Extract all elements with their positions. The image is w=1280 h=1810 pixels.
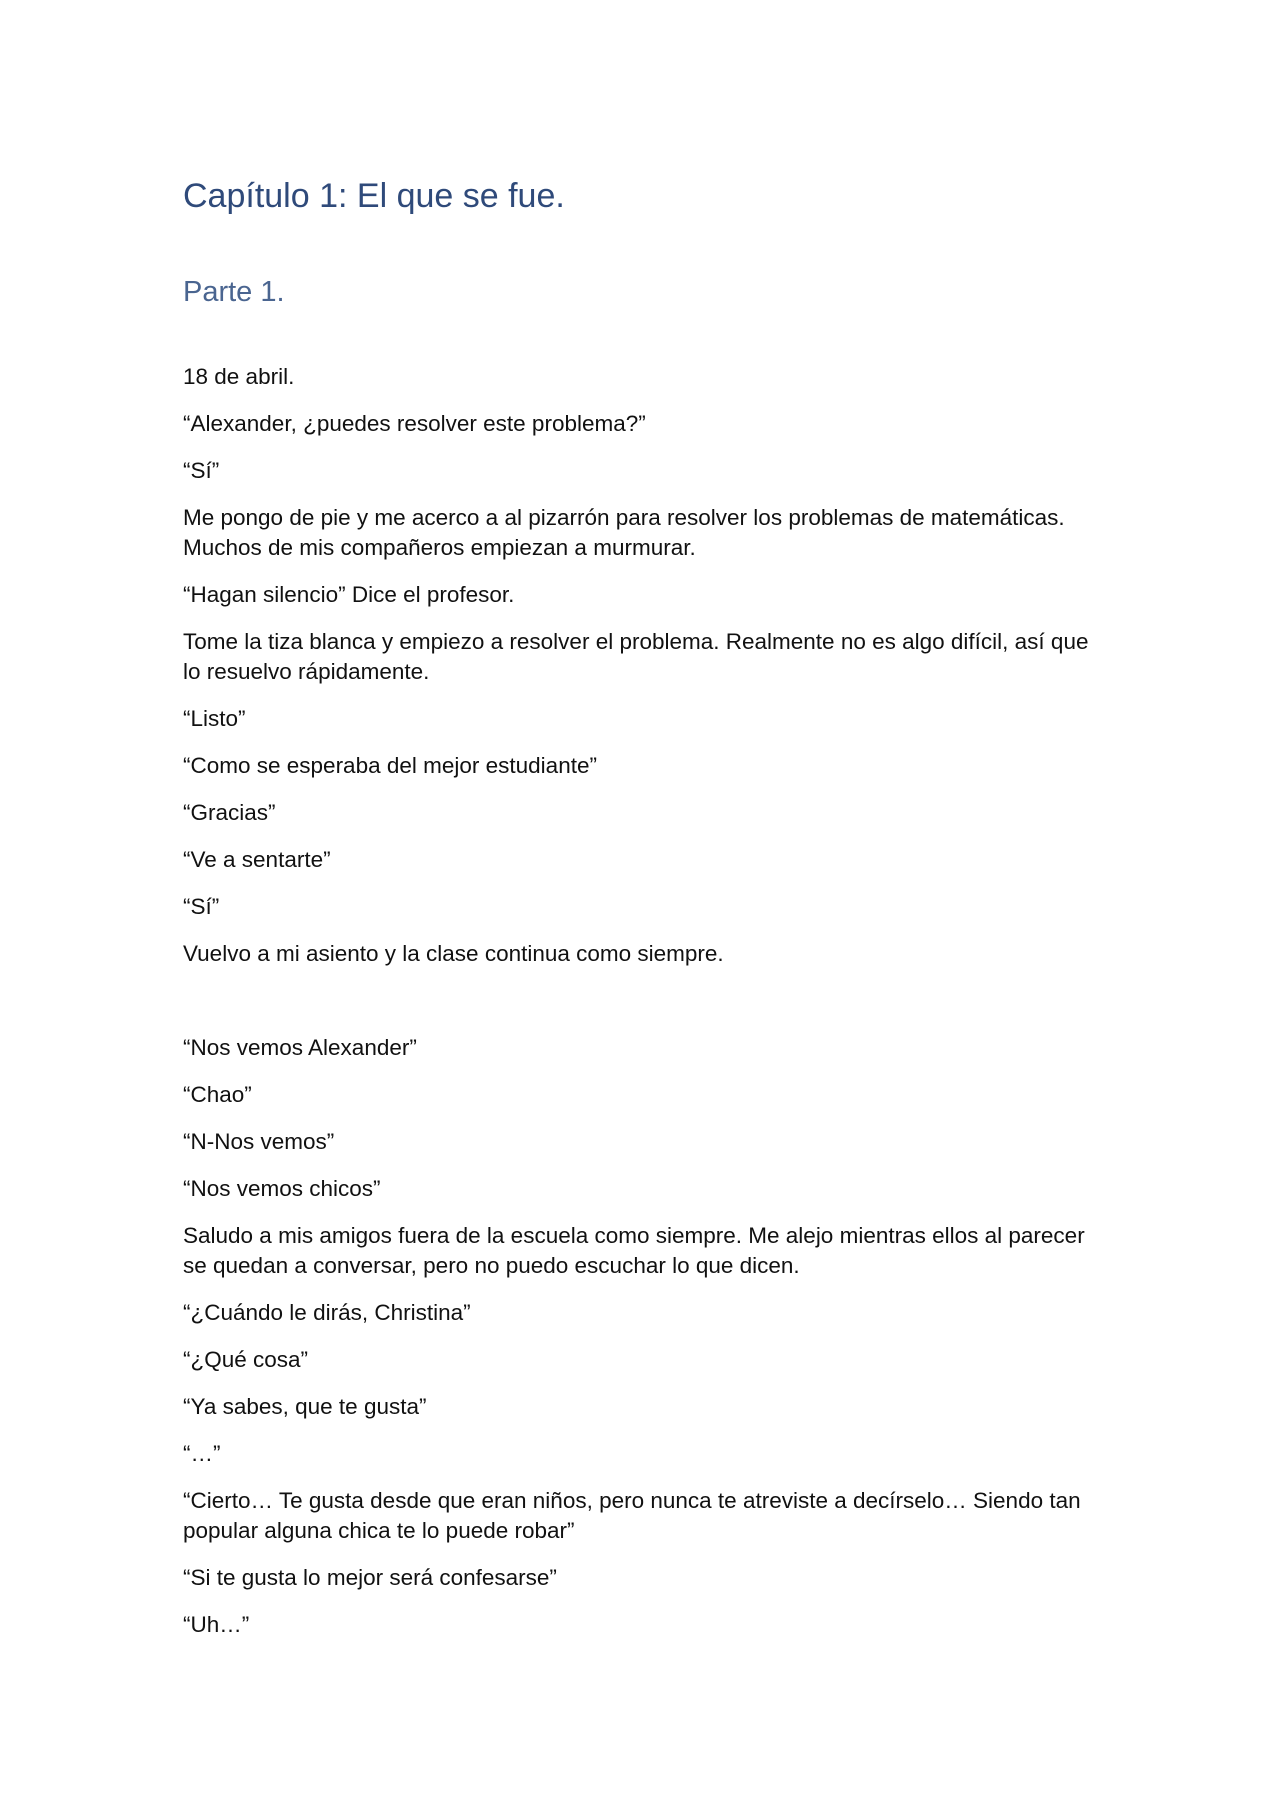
paragraph: “Como se esperaba del mejor estudiante” [183,753,597,778]
chapter-title: Capítulo 1: El que se fue. [183,177,565,215]
paragraph: “Nos vemos Alexander” [183,1035,417,1060]
paragraph: Tome la tiza blanca y empiezo a resolver el problema. Realmente no es algo difícil, así que lo resuelvo rápidamente. [183,629,1089,684]
paragraph: “Sí” [183,458,220,483]
paragraph: “Gracias” [183,800,276,825]
paragraph: “¿Qué cosa” [183,1347,309,1372]
paragraph: “Cierto… Te gusta desde que eran niños, pero nunca te atreviste a decírselo… Siendo tan popular alguna chica te lo puede robar” [183,1488,1081,1543]
paragraph: Vuelvo a mi asiento y la clase continua como siempre. [183,941,724,966]
paragraph: “Ya sabes, que te gusta” [183,1394,427,1419]
section-break [183,986,1103,1033]
paragraph: “Alexander, ¿puedes resolver este problema?” [183,411,646,436]
paragraph: “Chao” [183,1082,252,1107]
paragraph: “Hagan silencio” Dice el profesor. [183,582,515,607]
section-one [183,362,1103,969]
paragraph: “N-Nos vemos” [183,1129,335,1154]
paragraph: Me pongo de pie y me acerco a al pizarrón para resolver los problemas de matemáticas. Muchos de mis compañeros empiezan a murmurar. [183,505,1065,560]
part-title: Parte 1. [183,276,285,308]
paragraph: 18 de abril. [183,364,295,389]
paragraph: “Si te gusta lo mejor será confesarse” [183,1565,557,1590]
paragraph: “…” [183,1441,221,1466]
paragraph: “¿Cuándo le dirás, Christina” [183,1300,471,1325]
paragraph: “Nos vemos chicos” [183,1176,381,1201]
paragraph: “Sí” [183,894,220,919]
paragraph: “Listo” [183,706,246,731]
body-text [183,362,1103,1657]
paragraph: “Ve a sentarte” [183,847,331,872]
section-two [183,1033,1103,1640]
paragraph: Saludo a mis amigos fuera de la escuela como siempre. Me alejo mientras ellos al parecer se quedan a conversar, pero no puedo escuchar lo que dicen. [183,1223,1085,1278]
paragraph: “Uh…” [183,1612,250,1637]
